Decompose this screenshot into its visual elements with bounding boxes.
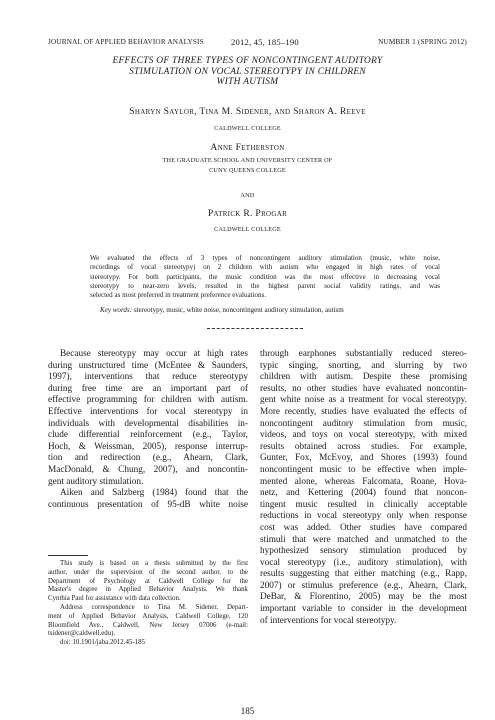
body-line: stimuli that were matched and unmatched to the bbox=[260, 534, 467, 545]
body-line: important variable to consider in the development bbox=[260, 604, 467, 615]
body-line: netz, and Kettering (2004) found that noncon- bbox=[260, 488, 467, 499]
body-line: 1997), interventions that reduce stereotypy bbox=[48, 372, 248, 383]
body-line: More recently, studies have evaluated the effects of bbox=[260, 406, 467, 417]
footnote-line: Master's degree in Applied Behavior Analysis. We thank bbox=[48, 586, 248, 594]
affiliation-2-line-1: THE GRADUATE SCHOOL AND UNIVERSITY CENTER OF bbox=[162, 157, 333, 164]
body-column-right bbox=[260, 349, 467, 627]
body-line: results, no other studies have evaluated noncontin- bbox=[260, 383, 467, 394]
affiliation-1: CALDWELL COLLEGE bbox=[214, 125, 281, 132]
keywords-text: stereotypy, music, white noise, noncontingent auditory stimulation, autism bbox=[133, 306, 344, 314]
page-number: 185 bbox=[240, 706, 255, 716]
author-group-2: Anne Fetherston bbox=[210, 142, 285, 153]
body-line: during unstructured time (McEntee & Saunders, bbox=[48, 360, 248, 371]
footnote-line: Bloomfield Ave., Caldwell, New Jersey 07006 (e-mail: bbox=[48, 621, 248, 629]
footnote-line: author, under the supervision of the second author, to the bbox=[48, 568, 248, 576]
body-line: noncontingent music to be effective when imple- bbox=[260, 464, 467, 475]
keywords bbox=[100, 306, 344, 314]
title-line: WITH AUTISM bbox=[216, 77, 279, 87]
abstract-line: selected as most preferred in treatment preference evaluations. bbox=[90, 291, 267, 300]
body-line: hypothesized sensory stimulation produced by bbox=[260, 546, 467, 557]
footnotes bbox=[48, 560, 248, 648]
footnote-line: tsidener@caldwell.edu). bbox=[48, 630, 116, 638]
body-line: noncontingent auditory stimulation from music, bbox=[260, 418, 467, 429]
running-head bbox=[48, 38, 467, 50]
body-line: mented alone, whereas Falcomata, Roane, Hova- bbox=[260, 476, 467, 487]
body-line: Gunter, Fox, McEvoy, and Shores (1993) found bbox=[260, 453, 467, 464]
abstract-line: We evaluated the effects of 3 types of noncontingent auditory stimulation (music, white noise, bbox=[90, 254, 440, 262]
body-line: reductions in vocal stereotypy only when response bbox=[260, 511, 467, 522]
affiliation-2-line-2: CUNY QUEENS COLLEGE bbox=[209, 167, 286, 174]
journal-name: JOURNAL OF APPLIED BEHAVIOR ANALYSIS bbox=[48, 38, 204, 46]
body-line: 2007) or stimulus preference (e.g., Ahearn, Clark, bbox=[260, 580, 467, 591]
title-line: STIMULATION ON VOCAL STEREOTYPY IN CHILDREN bbox=[129, 66, 366, 77]
body-line: videos, and toys on vocal stereotypy, with mixed bbox=[260, 430, 467, 441]
footnote-line: ment of Applied Behavior Analysis, Caldwell College, 120 bbox=[48, 612, 248, 620]
body-line: Effective interventions for vocal stereotypy in bbox=[48, 406, 248, 417]
body-line: gent white noise as a treatment for vocal stereotypy. bbox=[260, 395, 467, 406]
footnote-line: This study is based on a thesis submitted by the first bbox=[60, 560, 248, 567]
body-line: continuous presentation of 95-dB white noise bbox=[48, 499, 248, 510]
body-line: children with autism. Despite these promising bbox=[260, 372, 467, 383]
body-line: vocal stereotypy (i.e., auditory stimulation), with bbox=[260, 557, 467, 568]
body-line: typic singing, snorting, and slurring by two bbox=[260, 360, 467, 371]
doi: doi: 10.1901/jaba.2012.45-185 bbox=[60, 639, 145, 647]
footnote-rule bbox=[48, 555, 88, 556]
author-conjunction: AND bbox=[240, 192, 255, 199]
body-line: of interventions for vocal stereotypy. bbox=[260, 615, 397, 626]
body-line: MacDonald, & Chung, 2007), and noncontin- bbox=[48, 464, 248, 475]
title-line: EFFECTS OF THREE TYPES OF NONCONTINGENT AUDITORY bbox=[112, 56, 383, 66]
footnote-line: Department of Psychology at Caldwell College for the bbox=[48, 577, 248, 585]
article-title bbox=[70, 56, 425, 88]
author-group-1: Sharyn Saylor, Tina M. Sidener, and Sharon A. Reeve bbox=[129, 106, 366, 117]
body-line: clude differential reinforcement (e.g., Taylor, bbox=[48, 430, 248, 441]
citation: 2012, 45, 185–190 bbox=[231, 37, 299, 47]
author-group-3: Patrick R. Progar bbox=[207, 208, 288, 219]
body-column-left bbox=[48, 349, 248, 511]
body-line: effective programming for children with autism. bbox=[48, 395, 248, 406]
body-line: Aiken and Salzberg (1984) found that the bbox=[60, 488, 248, 499]
body-line: results suggesting that either matching (e.g., Rapp, bbox=[260, 569, 467, 580]
body-line: DeBar, & Florentino, 2005) may be the most bbox=[260, 592, 467, 603]
body-line: tingent music resulted in clinically acceptable bbox=[260, 499, 467, 510]
body-line: individuals with developmental disabilities in- bbox=[48, 418, 248, 429]
body-line: cost was added. Other studies have compared bbox=[260, 522, 467, 533]
footnote-line: Cynthia Paul for assistance with data collection. bbox=[48, 595, 181, 603]
abstract-line: recordings of vocal stereotypy) on 2 children with autism who engaged in high rates of vocal bbox=[90, 263, 440, 272]
body-line: results obtained across studies. For example, bbox=[260, 441, 467, 452]
body-line: through earphones substantially reduced stereo- bbox=[260, 349, 467, 359]
body-line: Because stereotypy may occur at high rates bbox=[60, 349, 248, 359]
abstract bbox=[90, 254, 440, 300]
section-divider bbox=[207, 328, 303, 329]
body-line: Hoch, & Weissman, 2005), response interrup- bbox=[48, 441, 248, 452]
body-line: during free time are an important part of bbox=[48, 383, 248, 394]
body-line: tion and redirection (e.g., Ahearn, Clark, bbox=[48, 453, 248, 464]
abstract-line: stereotypy. For both participants, the music condition was the most effective in decreasing vocal bbox=[90, 272, 440, 281]
footnote-line: Address correspondence to Tina M. Sidener, Depart- bbox=[60, 603, 248, 611]
affiliation-3: CALDWELL COLLEGE bbox=[214, 226, 281, 233]
issue-info: NUMBER 1 (SPRING 2012) bbox=[378, 38, 467, 46]
body-line: gent auditory stimulation. bbox=[48, 476, 144, 487]
keywords-label: Key words: bbox=[100, 306, 133, 314]
abstract-line: stereotypy to near-zero levels, resulted in the highest parent social validity ratings, and was bbox=[90, 281, 440, 290]
